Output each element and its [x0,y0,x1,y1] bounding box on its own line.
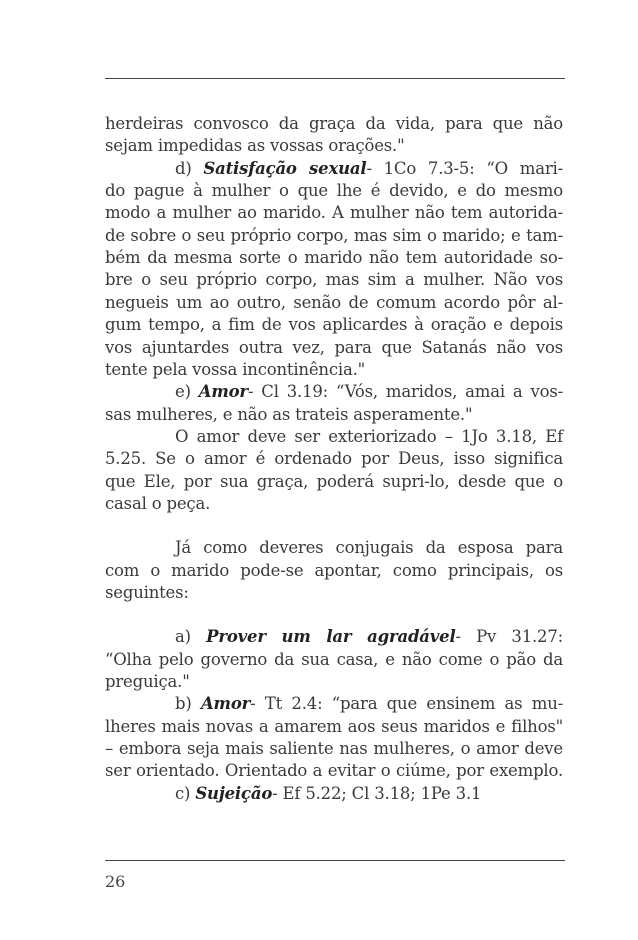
text-line [105,560,563,582]
item-marker: b) [175,694,201,713]
line-text: vos ajuntardes outra vez, para que Satanás não vos [105,338,563,357]
text-line [105,716,563,738]
text-line [175,381,563,403]
line-text: preguiça." [105,672,190,691]
line-text: – embora seja mais saliente nas mulheres, o amor deve [105,739,563,758]
line-text: seguintes: [105,583,189,602]
text-line [175,626,563,648]
line-text: - Cl 3.19: “Vós, maridos, amai a vos- [247,382,563,401]
text-line [105,760,563,782]
line-text: “Olha pelo governo da sua casa, e não come o pão da [105,650,563,669]
line-text: - 1Co 7.3-5: “O mari- [366,159,563,178]
line-text: - Ef 5.22; Cl 3.18; 1Pe 3.1 [272,784,482,803]
item-marker: e) [175,382,199,401]
line-text: sas mulheres, e não as trateis asperamente." [105,405,473,424]
text-line [105,471,563,493]
text-line [175,693,563,715]
section-heading: Satisfação sexual [203,159,367,178]
text-line [105,448,563,470]
item-marker: a) [175,627,207,646]
text-line [105,292,563,314]
line-text: Já como deveres conjugais da esposa para [175,538,563,557]
section-heading: Sujeição [195,784,273,803]
line-text: herdeiras convosco da graça da vida, para que não [105,114,563,133]
text-line [105,671,563,693]
line-text: gum tempo, a fim de vos aplicardes à oração e depois [105,315,563,334]
text-line [105,113,563,135]
text-line [175,158,563,180]
text-line [105,582,563,604]
text-line [175,783,563,805]
line-text: casal o peça. [105,494,211,513]
line-text: do pague à mulher o que lhe é devido, e do mesmo [105,181,563,200]
text-line [105,493,563,515]
page-number: 26 [105,872,126,891]
text-line [105,180,563,202]
text-line [105,269,563,291]
line-text: ser orientado. Orientado a evitar o ciúme, por exemplo. [105,761,563,780]
bottom-rule [105,860,565,861]
line-text: tente pela vossa incontinência." [105,360,366,379]
text-line [105,337,563,359]
section-heading: Amor [198,382,248,401]
text-line [105,225,563,247]
top-rule [105,78,565,79]
line-text: sejam impedidas as vossas orações." [105,136,405,155]
line-text: com o marido pode-se apontar, como principais, os [105,561,563,580]
line-text: modo a mulher ao marido. A mulher não tem autorida- [105,203,563,222]
line-text: 5.25. Se o amor é ordenado por Deus, isso significa [105,449,563,468]
item-marker: d) [175,159,204,178]
line-text: - Tt 2.4: “para que ensinem as mu- [250,694,563,713]
line-text: lheres mais novas a amarem aos seus maridos e filhos" [105,717,563,736]
section-heading: Prover um lar agradável [206,627,456,646]
text-line [105,135,563,157]
text-line [175,537,563,559]
text-line [105,314,563,336]
line-text: O amor deve ser exteriorizado – 1Jo 3.18, Ef [175,427,563,446]
text-line [175,426,563,448]
line-text: bém da mesma sorte o marido não tem autoridade so- [105,248,563,267]
section-heading: Amor [200,694,251,713]
item-marker: c) [175,784,196,803]
text-line [105,202,563,224]
text-line [105,359,563,381]
line-text: - Pv 31.27: [455,627,564,646]
text-line [105,649,563,671]
line-text: de sobre o seu próprio corpo, mas sim o marido; e tam- [105,226,563,245]
line-text: bre o seu próprio corpo, mas sim a mulher. Não vos [105,270,563,289]
line-text: que Ele, por sua graça, poderá supri-lo, desde que o [105,472,563,491]
text-line [105,404,563,426]
text-line [105,247,563,269]
text-line [105,738,563,760]
line-text: negueis um ao outro, senão de comum acordo pôr al- [105,293,563,312]
